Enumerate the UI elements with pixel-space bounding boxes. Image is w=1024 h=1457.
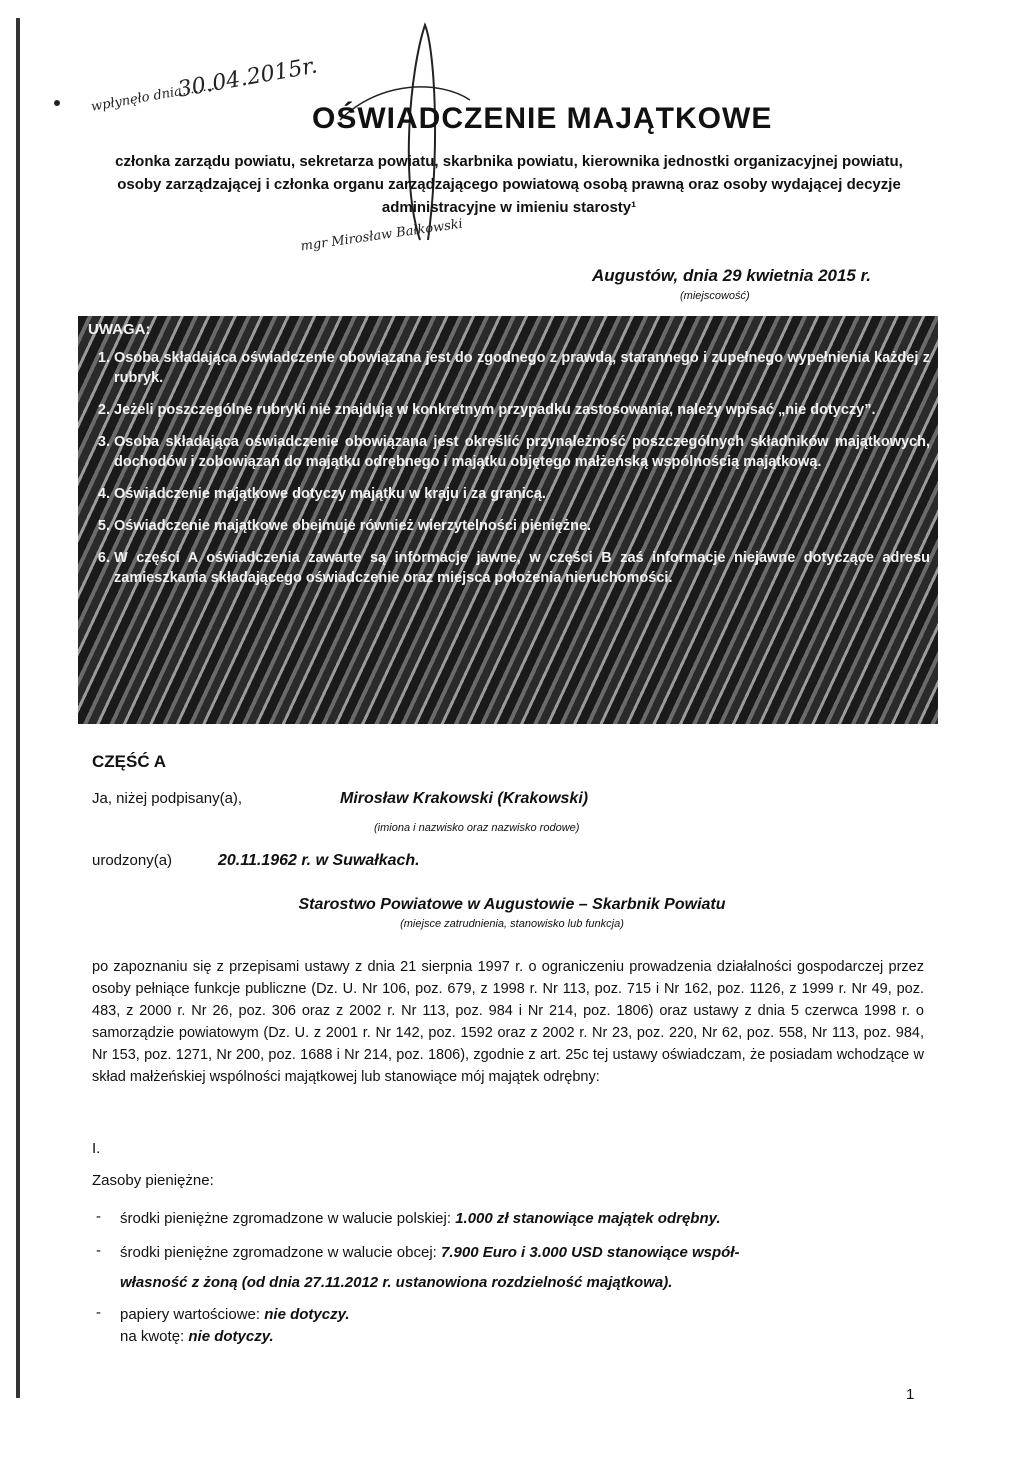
cash-item-foreign xyxy=(120,1242,739,1264)
securities-amount-value: nie dotyczy. xyxy=(188,1328,274,1345)
notice-item: 2. Jeżeli poszczególne rubryki nie znajdują w konkretnym przypadku zastosowania, należy wpisać „nie dotyczy”. xyxy=(114,400,930,420)
notice-item: 1. Osoba składająca oświadczenie obowiązana jest do zgodnego z prawdą, starannego i zupełnego wypełnienia każdej z rubryk. xyxy=(114,348,930,388)
received-date: 30.04.2015r. xyxy=(176,53,320,103)
notice-box xyxy=(78,316,938,724)
securities-item xyxy=(120,1304,350,1326)
notice-item: 4. Oświadczenie majątkowe dotyczy majątku w kraju i za granicą. xyxy=(114,484,930,504)
declarant-name-caption: (imiona i nazwisko oraz nazwisko rodowe) xyxy=(374,822,580,834)
securities-amount-label: na kwotę: xyxy=(120,1328,185,1345)
born-value: 20.11.1962 r. w Suwałkach. xyxy=(218,852,420,869)
section-number: I. xyxy=(92,1140,101,1157)
notice-list xyxy=(88,348,930,588)
employer-value: Starostwo Powiatowe w Augustowie – Skarbnik Powiatu xyxy=(298,896,726,913)
notice-content xyxy=(88,320,930,600)
cash-item-pln xyxy=(120,1208,721,1230)
bullet-marker: - xyxy=(96,1208,101,1225)
bullet-marker: - xyxy=(96,1242,101,1259)
securities-amount xyxy=(120,1326,274,1348)
notice-item: 6. W części A oświadczenia zawarte są informacje jawne, w części B zaś informacje niejawne dotyczące adresu zamieszkania składającego oświadczenie oraz miejsca położenia nieruchomości. xyxy=(114,548,930,588)
page-title: OŚWIADCZENIE MAJĄTKOWE xyxy=(312,102,773,135)
scan-dot xyxy=(54,100,60,106)
bullet-marker: - xyxy=(96,1304,101,1321)
cash-item-value-cont: własność z żoną (od dnia 27.11.2012 r. ustanowiona rozdzielność majątkowa). xyxy=(120,1274,673,1291)
securities-value: nie dotyczy. xyxy=(264,1306,350,1323)
stamp-name: mgr Mirosław Bałkowski xyxy=(299,216,464,255)
cash-heading: Zasoby pieniężne: xyxy=(92,1172,214,1189)
notice-heading: UWAGA: xyxy=(88,321,151,338)
born-label: urodzony(a) xyxy=(92,852,173,869)
declarant-label: Ja, niżej podpisany(a), xyxy=(92,790,243,807)
cash-item-label: środki pieniężne zgromadzone w walucie polskiej: xyxy=(120,1210,452,1227)
received-label: wpłynęło dnia......... xyxy=(90,77,220,115)
declaration-body: po zapoznaniu się z przepisami ustawy z dnia 21 sierpnia 1997 r. o ograniczeniu prowadzenia działalności gospodarczej przez osoby pełniące funkcje publiczne (Dz. U. Nr 106, poz. 679, z 1998 r. Nr 113, poz. 715 i Nr 162, poz. 1126, z 1999 r. Nr 49, poz. 483, z 2000 r. Nr 26, poz. 306 oraz z 2002 r. Nr 113, poz. 984 i Nr 214, poz. 1806) oraz ustawy z dnia 5 czerwca 1998 r. o samorządzie powiatowym (Dz. U. z 2001 r. Nr 142, poz. 1592 oraz z 2002 r. Nr 23, poz. 220, Nr 62, poz. 558, Nr 113, poz. 984, Nr 153, poz. 1271, Nr 200, poz. 1688 i Nr 214, poz. 1806), zgodnie z art. 25c tej ustawy oświadczam, że posiadam wchodzące w skład małżeńskiej wspólności majątkowej lub stanowiące mój majątek odrębny: xyxy=(92,959,924,1085)
page-subtitle: członka zarządu powiatu, sekretarza powiatu, skarbnika powiatu, kierownika jednostki organizacyjnej powiatu, osoby zarządzającej i członka organu zarządzającego powiatową osobą prawną oraz osoby wydającej decyzje administracyjne w imieniu starosty¹ xyxy=(115,153,903,216)
place-date-label: (miejscowość) xyxy=(680,290,750,302)
cash-item-value: 1.000 zł stanowiące majątek odrębny. xyxy=(455,1210,721,1227)
cash-item-value: 7.900 Euro i 3.000 USD stanowiące współ- xyxy=(441,1244,740,1261)
employer-caption: (miejsce zatrudnienia, stanowisko lub funkcja) xyxy=(400,918,624,930)
notice-item: 5. Oświadczenie majątkowe obejmuje również wierzytelności pieniężne. xyxy=(114,516,930,536)
declarant-name: Mirosław Krakowski (Krakowski) xyxy=(340,790,589,807)
part-a-heading: CZĘŚĆ A xyxy=(92,752,166,771)
cash-item-label: środki pieniężne zgromadzone w walucie obcej: xyxy=(120,1244,437,1261)
securities-label: papiery wartościowe: xyxy=(120,1306,261,1323)
page-number: 1 xyxy=(906,1386,915,1403)
place-date-value: Augustów, dnia 29 kwietnia 2015 r. xyxy=(592,266,872,285)
scan-edge-line xyxy=(16,18,20,1398)
notice-item: 3. Osoba składająca oświadczenie obowiązana jest określić przynależność poszczególnych składników majątkowych, dochodów i zobowiązań do majątku odrębnego i majątku objętego małżeńską wspólnością majątkową. xyxy=(114,432,930,472)
